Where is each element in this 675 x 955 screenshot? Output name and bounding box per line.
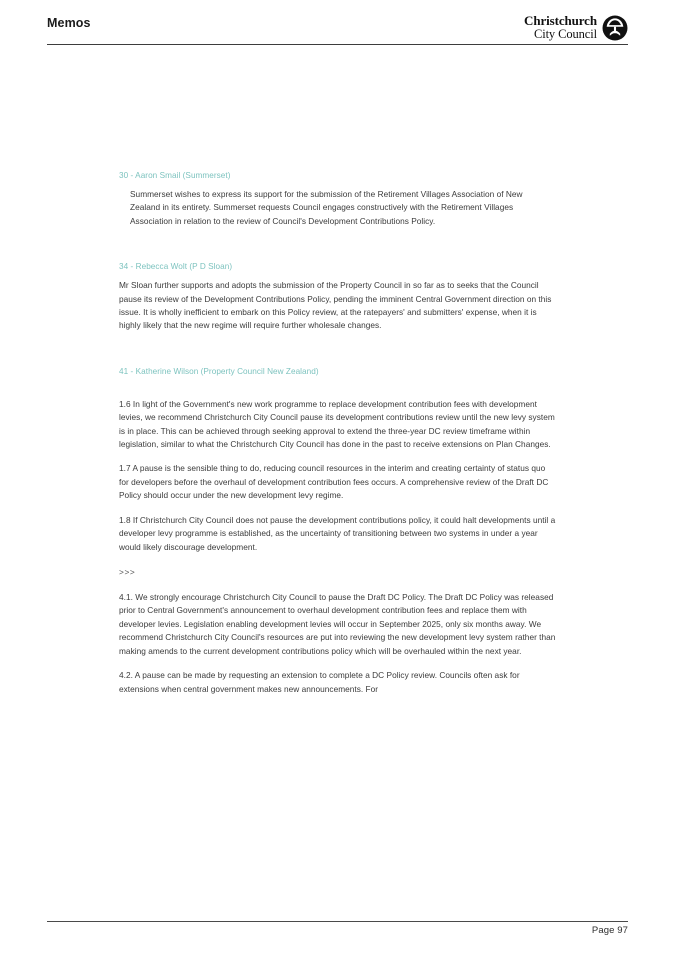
footer-divider	[47, 921, 628, 922]
submission-paragraph: Summerset wishes to express its support for the submission of the Retirement Villages Association of New Zealand in its entirety. Summerset requests Council engages constructively with the Retirement Villages Association in relation to the review of Council's Development Contributions Policy.	[130, 188, 523, 226]
page-header	[47, 14, 628, 44]
christchurch-city-council-logo	[524, 14, 628, 41]
page-title: Memos	[47, 16, 91, 30]
document-body	[119, 170, 556, 696]
section-marker: >>>	[119, 567, 136, 578]
logo-line-christchurch: Christchurch	[524, 13, 597, 28]
logo-text	[524, 14, 597, 41]
block-spacer	[119, 228, 556, 261]
submission-paragraph-1-7: 1.7 A pause is the sensible thing to do, reducing council resources in the interim and creating certainty of status quo for developers before the overhaul of development contribution fees occurs. A comprehensive review of the Draft DC Policy should occur under the new development levy regime.	[119, 463, 549, 501]
submission-paragraph-1-6: 1.6 In light of the Government's new work programme to replace development contribution fees with development levies, we recommend Christchurch City Council pause its development contributions review until the new levy system is in place. This can be achieved through seeking approval to extend the three-year DC review timeframe within legislation, similar to what the Christchurch City Council has done in the past to receive extensions on Plan Changes.	[119, 398, 555, 450]
submission-heading: 41 - Katherine Wilson (Property Council New Zealand)	[119, 366, 319, 376]
marker-spacer	[119, 554, 556, 567]
paragraph-spacer	[119, 451, 556, 462]
christchurch-city-council-emblem-icon	[602, 15, 628, 41]
header-divider	[47, 44, 628, 45]
logo-line-city-council: City Council	[533, 26, 597, 41]
paragraph-spacer	[119, 658, 556, 669]
submission-heading: 30 - Aaron Smail (Summerset)	[119, 171, 231, 180]
heading-spacer	[119, 384, 556, 398]
block-spacer	[119, 333, 556, 366]
submission-paragraph-1-8: 1.8 If Christchurch City Council does not pause the development contributions policy, it could halt developments until a developer levy programme is established, as the uncertainty of transitioning between two systems in under a year would likely discourage development.	[119, 514, 556, 552]
paragraph-spacer	[119, 503, 556, 514]
submission-block-30	[119, 170, 556, 228]
submission-block-34	[119, 261, 556, 333]
submission-block-41	[119, 366, 556, 554]
submission-heading: 34 - Rebecca Wolt (P D Sloan)	[119, 262, 233, 272]
marker-spacer	[119, 578, 556, 591]
submission-paragraph-4-1: 4.1. We strongly encourage Christchurch City Council to pause the Draft DC Policy. The Draft DC Policy was released prior to Central Government's announcement to overhaul development contribution fees and replace them with developer levies. Legislation enabling development levies will occur in September 2025, only six months away. We recommend Christchurch City Council's resources are put into reviewing the new development levy system rather than making amends to the current development contributions policy which will be overhauled within the next year.	[119, 591, 556, 656]
page-number: Page 97	[591, 925, 628, 936]
submission-paragraph-4-2: 4.2. A pause can be made by requesting an extension to complete a DC Policy review. Councils often ask for extensions when central government makes new announcements. For	[119, 670, 520, 694]
submission-paragraph: Mr Sloan further supports and adopts the submission of the Property Council in so far as to seeks that the Council pause its review of the Development Contributions Policy, pending the imminent Central Government direction on this issue. It is wholly inefficient to embark on this Policy review, at the ratepayers' and submitters' expense, when it is highly likely that the new regime will require further wholesale changes.	[119, 280, 552, 331]
